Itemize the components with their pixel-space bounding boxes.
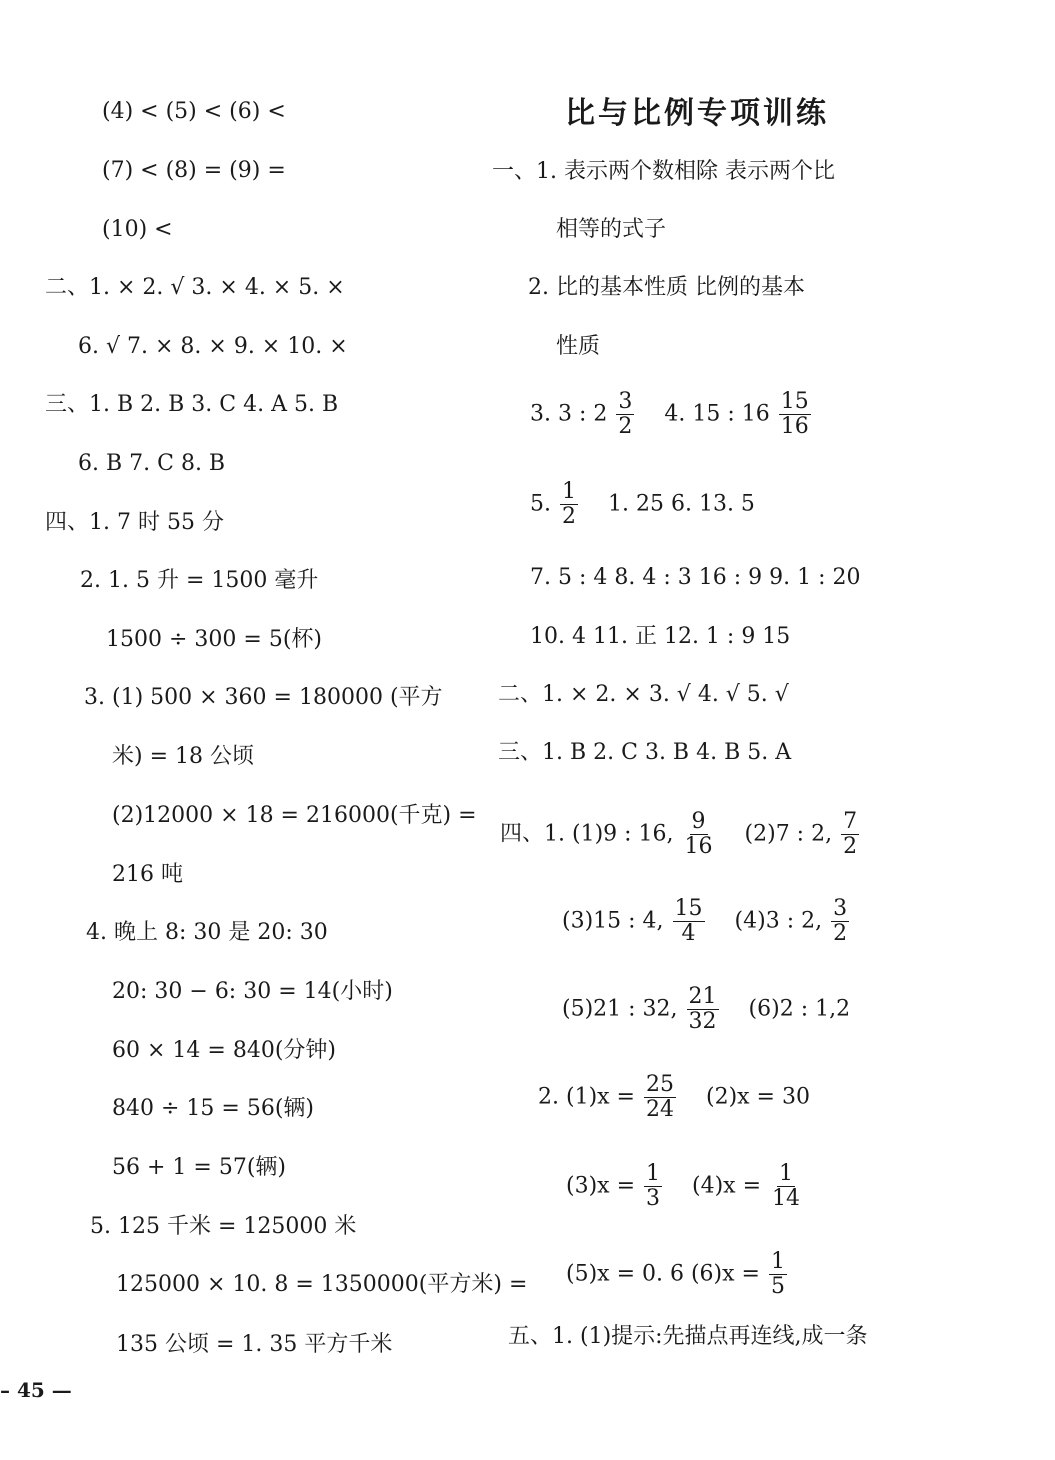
answer-text: 4. 15 : 16	[664, 401, 770, 427]
fraction: $\frac{3}{2}$	[833, 896, 848, 946]
answer-line: 4. 晚上 8: 30 是 20: 30	[86, 920, 328, 945]
section-title: 比与比例专项训练	[565, 96, 829, 131]
answer-line: 10. 4 11. 正 12. 1 : 9 15	[530, 624, 791, 649]
answer-text: (3)15 : 4,	[562, 908, 664, 934]
fraction: $\frac{15}{16}$	[780, 389, 809, 439]
fraction: $\frac{1}{3}$	[646, 1161, 660, 1211]
answer-line: 2. 1. 5 升 = 1500 毫升	[80, 568, 319, 593]
answer-text: 1. 25 6. 13. 5	[608, 491, 755, 517]
fraction: $\frac{15}{4}$	[674, 896, 703, 946]
answer-line: 四、1. 7 时 55 分	[45, 510, 224, 535]
answer-text: 5.	[530, 491, 551, 517]
answer-line	[538, 1073, 810, 1122]
answer-line: 6. √ 7. × 8. × 9. × 10. ×	[78, 334, 348, 359]
fraction: $\frac{1}{14}$	[772, 1161, 800, 1211]
answer-line: 5. 125 千米 = 125000 米	[90, 1214, 357, 1239]
fraction: $\frac{1}{2}$	[562, 479, 576, 529]
answer-line	[562, 897, 851, 946]
fraction: $\frac{21}{32}$	[688, 984, 717, 1034]
answer-line: 56 + 1 = 57(辆)	[112, 1155, 286, 1180]
fraction: $\frac{3}{2}$	[618, 389, 633, 439]
answer-line: (10) <	[102, 217, 173, 242]
answer-text: 3. 3 : 2	[530, 401, 608, 427]
answer-line: 二、1. × 2. × 3. √ 4. √ 5. √	[498, 682, 789, 707]
answer-line	[530, 480, 755, 529]
page-number: – 45 —	[0, 1378, 72, 1402]
fraction: $\frac{25}{24}$	[645, 1072, 674, 1122]
answer-line: (2)12000 × 18 = 216000(千克) =	[112, 803, 477, 828]
answer-line	[566, 1250, 789, 1299]
answer-text: (5)x = 0. 6 (6)x =	[566, 1261, 760, 1287]
answer-text: (4)3 : 2,	[734, 908, 823, 934]
answer-line: 7. 5 : 4 8. 4 : 3 16 : 9 9. 1 : 20	[530, 565, 861, 590]
answer-line: 相等的式子	[556, 217, 667, 242]
answer-line: 二、1. × 2. √ 3. × 4. × 5. ×	[45, 275, 345, 300]
answer-line: 米) = 18 公顷	[112, 744, 254, 769]
fraction: $\frac{7}{2}$	[843, 809, 858, 859]
answer-line: (4) < (5) < (6) <	[102, 99, 286, 124]
fraction: $\frac{9}{16}$	[684, 809, 713, 859]
answer-line	[562, 985, 850, 1034]
answer-line: 6. B 7. C 8. B	[78, 451, 226, 476]
answer-line: 1500 ÷ 300 = 5(杯)	[106, 627, 322, 652]
answer-text: (4)x =	[692, 1173, 761, 1199]
fraction: $\frac{1}{5}$	[770, 1249, 785, 1299]
answer-line: 三、1. B 2. B 3. C 4. A 5. B	[45, 392, 339, 417]
answer-line: 20: 30 − 6: 30 = 14(小时)	[112, 979, 393, 1004]
answer-line	[530, 390, 813, 439]
answer-line: 五、1. (1)提示:先描点再连线,成一条	[508, 1324, 868, 1349]
answer-text: (3)x =	[566, 1173, 635, 1199]
answer-line: 性质	[556, 334, 601, 359]
answer-line: 3. (1) 500 × 360 = 180000 (平方	[84, 685, 443, 710]
answer-line: 216 吨	[112, 862, 183, 887]
answer-line: (7) < (8) = (9) =	[102, 158, 286, 183]
answer-line: 2. 比的基本性质 比例的基本	[528, 275, 805, 300]
answer-line: 840 ÷ 15 = 56(辆)	[112, 1096, 314, 1121]
answer-text: (2)x = 30	[705, 1084, 810, 1110]
answer-line	[566, 1162, 804, 1211]
answer-line: 三、1. B 2. C 3. B 4. B 5. A	[498, 740, 792, 765]
answer-text: (5)21 : 32,	[562, 996, 678, 1022]
answer-text: 四、1. (1)9 : 16,	[500, 821, 674, 847]
answer-line	[500, 810, 861, 859]
answer-line: 一、1. 表示两个数相除 表示两个比	[492, 159, 835, 184]
answer-line: 135 公顷 = 1. 35 平方千米	[116, 1332, 393, 1357]
answer-line: 125000 × 10. 8 = 1350000(平方米) =	[116, 1272, 528, 1297]
answer-line: 60 × 14 = 840(分钟)	[112, 1038, 336, 1063]
answer-text: (2)7 : 2,	[744, 821, 833, 847]
answer-text: 2. (1)x =	[538, 1084, 635, 1110]
answer-text: (6)2 : 1,2	[748, 996, 851, 1022]
